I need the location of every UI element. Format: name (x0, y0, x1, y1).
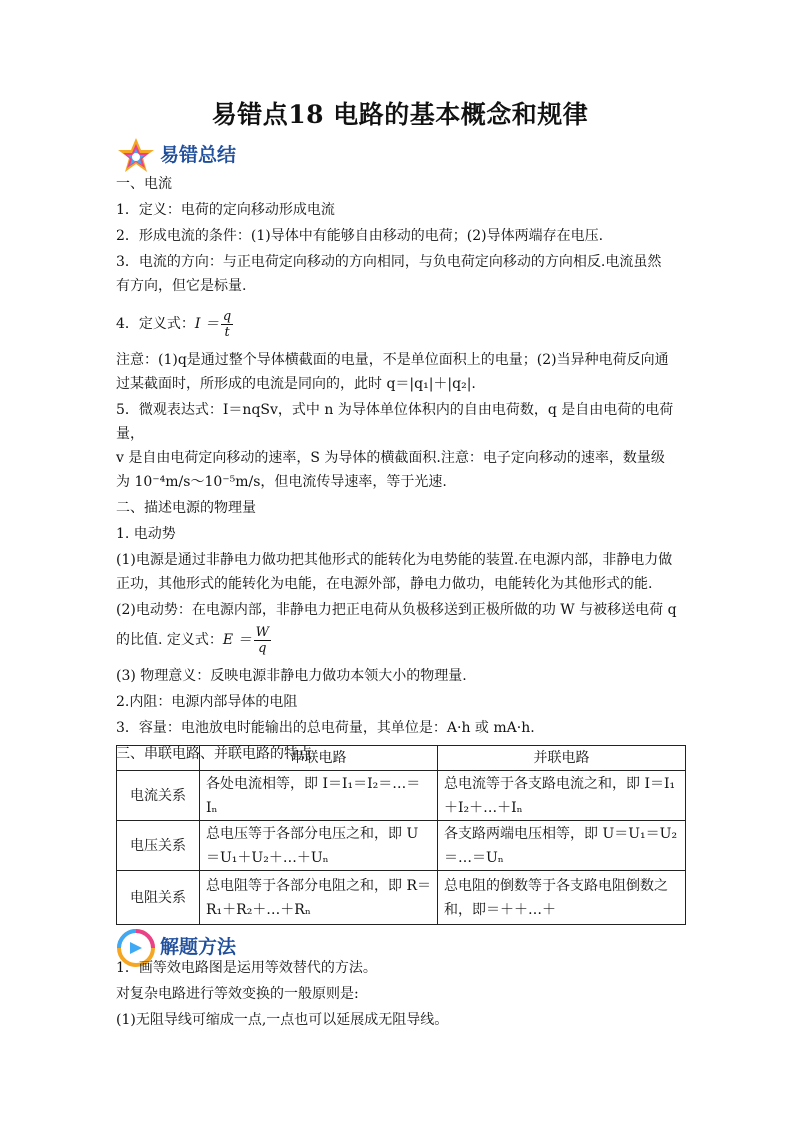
numerator: W (255, 624, 269, 640)
row-key: 电阻关系 (117, 871, 200, 925)
series-cell: 各处电流相等，即 I＝I₁＝I₂＝…＝Iₙ (200, 771, 438, 821)
text-line: v 是自由电荷定向移动的速率，S 为导体的横截面积.注意：电子定向移动的速率，数量级 (116, 450, 665, 466)
parallel-cell: 各支路两端电压相等，即 U＝U₁＝U₂＝…＝Uₙ (438, 821, 686, 871)
text-line: 正功，其他形式的能转化为电能，在电源外部，静电力做功，电能转化为其他形式的能. (116, 576, 653, 592)
formula-label: 的比值. 定义式： (116, 632, 223, 648)
row-key: 电压关系 (117, 821, 200, 871)
formula-label: 4．定义式： (116, 316, 195, 332)
text-line: 为 10⁻⁴m/s～10⁻⁵m/s，但电流传导速率，等于光速. (116, 474, 447, 490)
table-header-cell: 串联电路 (200, 746, 438, 771)
parallel-cell: 总电阻的倒数等于各支路电阻倒数之和，即＝＋＋…＋ (438, 871, 686, 925)
text-line: 三、串联电路、并联电路的特点 (116, 746, 312, 762)
text-line: 一、电流 (116, 176, 172, 192)
formula-line-emf (116, 622, 686, 658)
row-key: 电流关系 (117, 771, 200, 821)
formula-line-current (116, 306, 686, 342)
text-line: 2.内阻：电源内部导体的电阻 (116, 694, 298, 710)
text-line: 1. 电动势 (116, 526, 176, 542)
method-body (116, 956, 686, 1032)
text-line: (3) 物理意义：反映电源非静电力做功本领大小的物理量. (116, 668, 467, 684)
text-line: 过某截面时，所形成的电流是同向的，此时 q＝|q₁|＋|q₂|. (116, 376, 476, 392)
star-logo-icon (116, 136, 156, 176)
circuit-comparison-table (116, 745, 686, 925)
text-line: 1．画等效电路图是运用等效替代的方法。 (116, 960, 377, 976)
denominator: q (258, 640, 267, 656)
text-line: 二、描述电源的物理量 (116, 500, 256, 516)
series-cell: 总电压等于各部分电压之和，即 U＝U₁＋U₂＋…＋Uₙ (200, 821, 438, 871)
formula-lhs: I ＝ (194, 316, 219, 332)
parallel-cell: 总电流等于各支路电流之和，即 I＝I₁＋I₂＋…＋Iₙ (438, 771, 686, 821)
denominator: t (224, 324, 230, 340)
text-line: 注意：(1)q是通过整个导体横截面的电量，不是单位面积上的电量；(2)当异种电荷反向通 (116, 352, 669, 368)
table-header-cell: 并联电路 (438, 746, 686, 771)
table-header-row (117, 746, 686, 771)
table-row (117, 871, 686, 925)
text-line: (1)电源是通过非静电力做功把其他形式的能转化为电势能的装置.在电源内部，非静电力做 (116, 552, 673, 568)
text-line: 有方向，但它是标量. (116, 278, 247, 294)
text-line: 2．形成电流的条件：(1)导体中有能够自由移动的电荷；(2)导体两端存在电压. (116, 228, 604, 244)
table-row (117, 821, 686, 871)
text-line: 1．定义：电荷的定向移动形成电流 (116, 202, 335, 218)
text-line: 3．电流的方向：与正电荷定向移动的方向相同，与负电荷定向移动的方向相反.电流虽然 (116, 254, 662, 270)
text-line: (1)无阻导线可缩成一点,一点也可以延展成无阻导线。 (116, 1012, 449, 1028)
section-summary-title: 易错总结 (160, 144, 237, 166)
summary-body (116, 172, 686, 766)
section-method-title: 解题方法 (160, 936, 237, 958)
table-row (117, 771, 686, 821)
text-line: 3．容量：电池放电时能输出的总电荷量，其单位是：A·h 或 mA·h. (116, 720, 535, 736)
page-title: 易错点18 电路的基本概念和规律 (211, 100, 589, 129)
table-header-cell (117, 746, 200, 771)
text-line: 对复杂电路进行等效变换的一般原则是: (116, 986, 359, 1002)
fraction-q-over-t (221, 309, 233, 340)
numerator: q (222, 308, 232, 324)
series-cell: 总电阻等于各部分电阻之和，即 R＝R₁＋R₂＋…＋Rₙ (200, 871, 438, 925)
text-line: (2)电动势：在电源内部，非静电力把正电荷从负极移送到正极所做的功 W 与被移送电荷 q (116, 602, 677, 618)
formula-lhs: E ＝ (222, 632, 252, 648)
fraction-w-over-q (254, 625, 271, 656)
text-line: 5．微观表达式：I＝nqSv，式中 n 为导体单位体积内的自由电荷数，q 是自由电荷的电荷量， (116, 402, 674, 442)
